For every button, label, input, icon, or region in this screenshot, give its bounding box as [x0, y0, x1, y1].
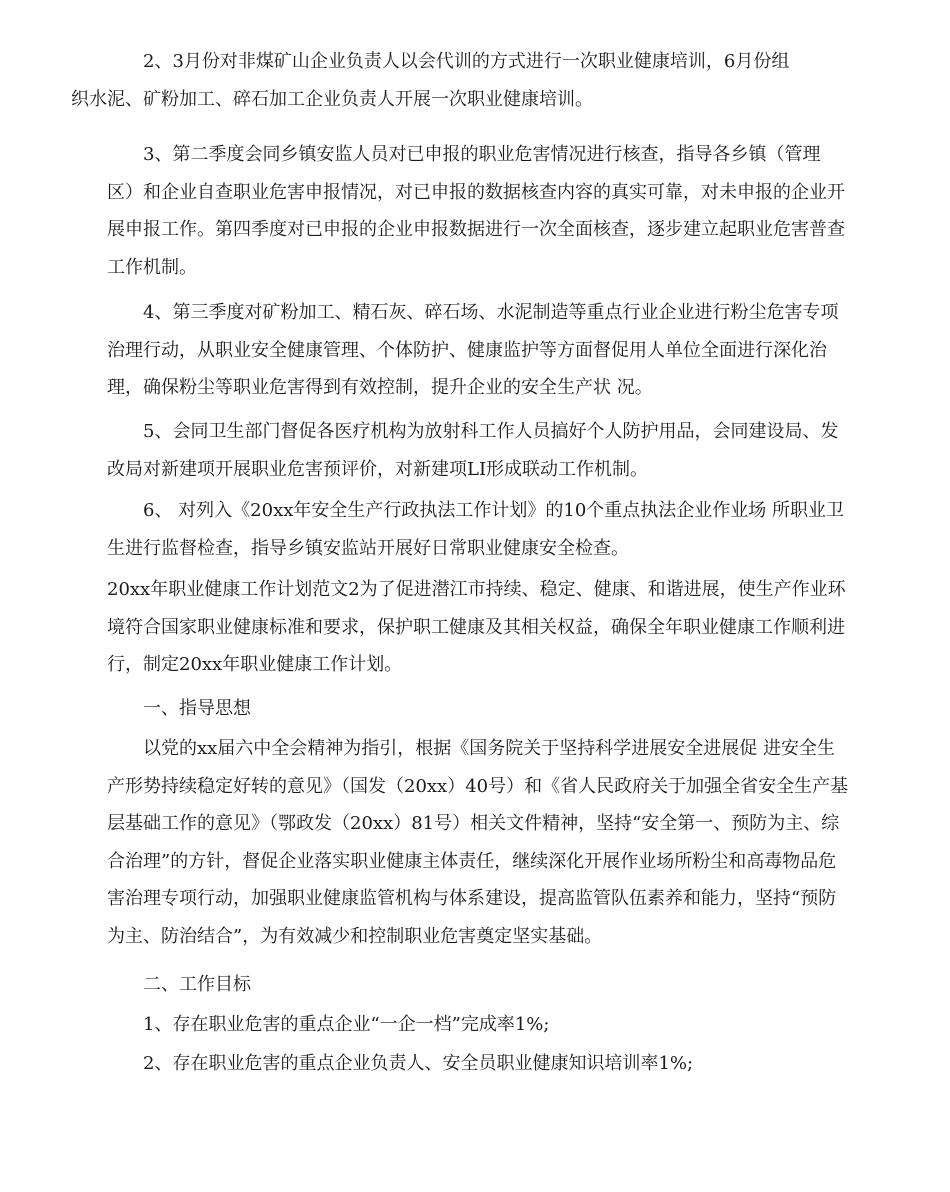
text-line: 3、第二季度会同乡镇安监人员对已申报的职业危害情况进行核查，指导各乡镇（管理 — [143, 144, 821, 165]
paragraph-item-3 — [107, 136, 855, 286]
text-line: 层基础工作的意见》（鄂政发（20xx）81号）相关文件精神，坚持“安全第一、预防为主、综 — [107, 813, 840, 834]
paragraph-target-2 — [107, 1045, 855, 1083]
paragraph-item-5 — [107, 413, 855, 488]
text-line: 行，制定20xx年职业健康工作计划。 — [107, 654, 403, 675]
section-heading — [107, 966, 855, 1004]
text-line: 4、第三季度对矿粉加工、精石灰、碎石场、水泥制造等重点行业企业进行粉尘危害专项 — [143, 302, 839, 323]
text-line: 改局对新建项开展职业危害预评价，对新建项LI形成联动工作机制。 — [107, 458, 649, 480]
text-line: 6、 对列入《20xx年安全生产行政执法工作计划》的10个重点执法企业作业场 所职业卫 — [143, 500, 845, 521]
paragraph-item-2 — [71, 43, 855, 118]
text-line: 2、存在职业危害的重点企业负责人、安全员职业健康知识培训率1%; — [143, 1053, 694, 1074]
text-line: 20xx年职业健康工作计划范文2为了促进潜江市持续、稳定、健康、和谐进展，使生产作业环 — [107, 579, 846, 600]
text-line: 治理行动，从职业安全健康管理、个体防护、健康监护等方面督促用人单位全面进行深化治 — [107, 339, 827, 361]
text-line: 以党的xx届六中全会精神为指引，根据《国务院关于坚持科学进展安全进展促 进安全生 — [143, 738, 836, 759]
text-line: 1、存在职业危害的重点企业“一企一档”完成率1%; — [143, 1014, 550, 1035]
paragraph-item-6 — [107, 492, 855, 567]
section-heading — [107, 690, 855, 728]
text-line: 为主、防治结合”，为有效减少和控制职业危害奠定坚实基础。 — [107, 925, 603, 947]
paragraph-item-4 — [107, 294, 855, 407]
text-line: 产形势持续稳定好转的意见》（国发（20xx）40号）和《省人民政府关于加强全省安全生产基 — [107, 775, 849, 797]
text-line: 展申报工作。第四季度对已申报的企业申报数据进行一次全面核查，逐步建立起职业危害普查 — [107, 219, 845, 240]
text-line: 害治理专项行动，加强职业健康监管机构与体系建设，提高监管队伍素养和能力，坚持“预防 — [107, 888, 837, 909]
text-line: 区）和企业自查职业危害申报情况，对已申报的数据核查内容的真实可靠，对未申报的企业开 — [107, 181, 845, 203]
text-line: 合治理”的方针，督促企业落实职业健康主体责任，继续深化开展作业场所粉尘和高毒物品危 — [107, 850, 837, 872]
text-line: 工作机制。 — [107, 256, 197, 278]
paragraph-guiding-thought — [107, 730, 855, 955]
paragraph-target-1 — [107, 1006, 855, 1044]
paragraph-plan-intro — [107, 571, 855, 684]
text-line: 织水泥、矿粉加工、碎石加工企业负责人开展一次职业健康培训。 — [71, 88, 593, 110]
heading-text: 一、指导思想 — [143, 698, 251, 719]
text-line: 5、会同卫生部门督促各医疗机构为放射科工作人员搞好个人防护用品，会同建设局、发 — [143, 421, 839, 442]
text-line: 2、3月份对非煤矿山企业负责人以会代训的方式进行一次职业健康培训，6月份组 — [143, 51, 790, 72]
text-line: 境符合国家职业健康标准和要求，保护职工健康及其相关权益，确保全年职业健康工作顺利进 — [107, 616, 845, 638]
heading-text: 二、工作目标 — [143, 974, 251, 995]
text-line: 理，确保粉尘等职业危害得到有效控制，提升企业的安全生产状 况。 — [107, 377, 653, 398]
text-line: 生进行监督检查，指导乡镇安监站开展好日常职业健康安全检查。 — [107, 537, 629, 559]
